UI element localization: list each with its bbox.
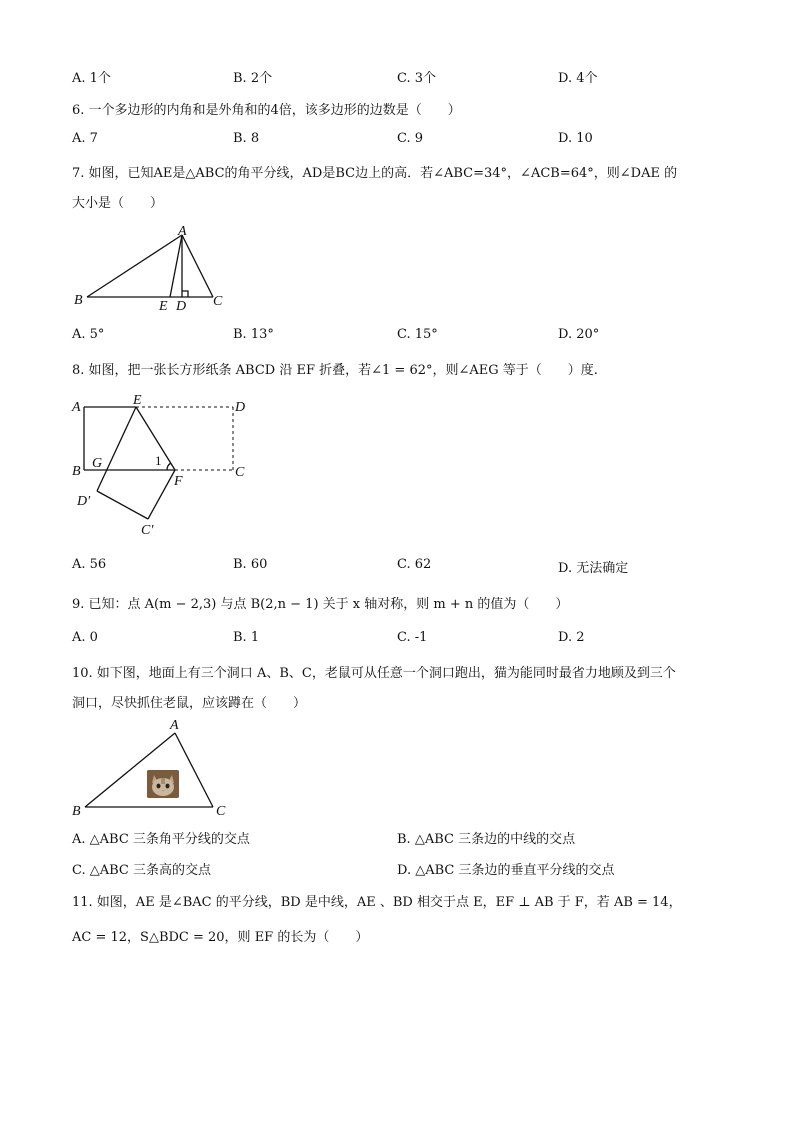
q11-stem-line2: AC = 12，S△BDC = 20，则 EF 的长为（ ） [72, 930, 369, 945]
q8-option-a: A. 56 [72, 557, 107, 572]
q6-option-b: B. 8 [233, 131, 260, 146]
q7-label-c: C [213, 294, 223, 309]
q10-option-b: B. △ABC 三条边的中线的交点 [397, 832, 576, 847]
q6-stem: 6. 一个多边形的内角和是外角和的4倍，该多边形的边数是（ ） [72, 103, 461, 118]
q7-figure [70, 222, 230, 318]
q7-stem-line2: 大小是（ ） [72, 196, 164, 211]
q7-option-d: D. 20° [558, 327, 600, 342]
cat-photo-icon [147, 770, 179, 798]
q10-label-b: B [72, 804, 81, 819]
q7-stem-line1: 7. 如图，已知AE是△ABC的角平分线，AD是BC边上的高．若∠ABC=34°，∠ACB=64°，则∠DAE 的 [72, 166, 678, 181]
q10-option-c: C. △ABC 三条高的交点 [72, 863, 212, 878]
q6-option-d: D. 10 [558, 131, 593, 146]
q7-option-b: B. 13° [233, 327, 274, 342]
q8-label-e: E [133, 393, 142, 408]
q8-option-d: D. 无法确定 [558, 561, 629, 576]
q10-option-d: D. △ABC 三条边的垂直平分线的交点 [397, 863, 615, 878]
q7-label-d: D [176, 299, 187, 314]
q5-option-d: D. 4个 [558, 71, 598, 86]
q5-option-a: A. 1个 [72, 71, 111, 86]
q8-label-c-prime: C′ [141, 523, 154, 538]
q9-option-a: A. 0 [72, 630, 98, 645]
q11-stem-line1: 11. 如图，AE 是∠BAC 的平分线，BD 是中线，AE 、BD 相交于点 E，EF ⊥ AB 于 F，若 AB = 14， [72, 895, 682, 910]
q10-figure [70, 716, 240, 820]
q6-option-c: C. 9 [397, 131, 424, 146]
q10-stem-line1: 10. 如下图，地面上有三个洞口 A、B、C，老鼠可从任意一个洞口跑出，猫为能同时最省力地顾及到三个 [72, 666, 676, 681]
q9-stem: 9. 已知：点 A(m − 2,3) 与点 B(2,n − 1) 关于 x 轴对称，则 m + n 的值为（ ） [72, 597, 569, 612]
q5-option-b: B. 2个 [233, 71, 273, 86]
q9-option-b: B. 1 [233, 630, 260, 645]
q10-label-c: C [216, 804, 226, 819]
q8-label-c: C [235, 465, 245, 480]
q8-label-b: B [72, 464, 81, 479]
q10-label-a: A [170, 718, 179, 733]
q7-label-e: E [159, 299, 168, 314]
q6-option-a: A. 7 [72, 131, 98, 146]
q8-label-d-prime: D′ [77, 494, 91, 509]
q8-label-f: F [174, 474, 183, 489]
q8-figure [70, 393, 260, 543]
q5-option-c: C. 3个 [397, 71, 437, 86]
q9-option-d: D. 2 [558, 630, 585, 645]
q8-label-a: A [72, 400, 81, 415]
q9-option-c: C. -1 [397, 630, 428, 645]
q8-label-angle1: 1 [155, 453, 162, 468]
q8-option-b: B. 60 [233, 557, 268, 572]
q8-option-c: C. 62 [397, 557, 432, 572]
q7-option-c: C. 15° [397, 327, 438, 342]
q10-stem-line2: 洞口，尽快抓住老鼠，应该蹲在（ ） [72, 696, 307, 711]
q8-stem: 8. 如图，把一张长方形纸条 ABCD 沿 EF 折叠，若∠1 = 62°，则∠AEG 等于（ ）度. [72, 363, 598, 378]
q7-label-b: B [74, 293, 83, 308]
q8-label-g: G [92, 456, 103, 471]
q8-label-d: D [235, 400, 246, 415]
q7-option-a: A. 5° [72, 327, 105, 342]
q7-label-a: A [178, 224, 187, 239]
q10-option-a: A. △ABC 三条角平分线的交点 [72, 832, 250, 847]
